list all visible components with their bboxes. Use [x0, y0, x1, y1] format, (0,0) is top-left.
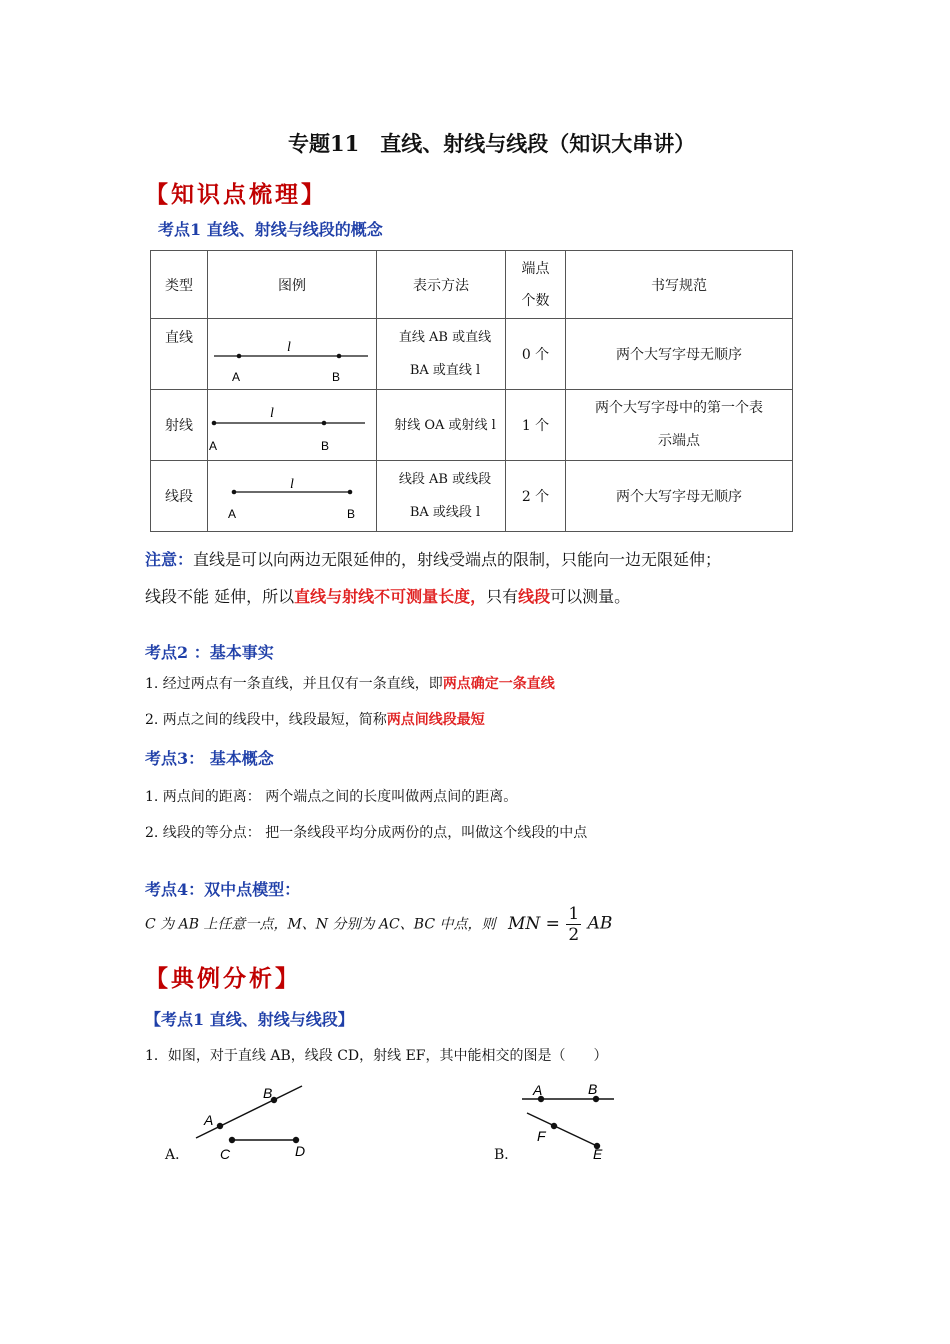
- point-a-dot: [232, 490, 237, 495]
- kp4-frac-den: 2: [568, 925, 580, 945]
- table-row: [151, 461, 793, 532]
- figure-ray-cell: [208, 390, 377, 461]
- kp3-item1: 1. 两点间的距离： 两个端点之间的长度叫做两点间的距离。: [145, 789, 518, 805]
- point-a-dot: [237, 354, 242, 359]
- kp1-heading: 考点1 直线、射线与线段的概念: [158, 220, 383, 239]
- point-b-dot: [337, 354, 342, 359]
- kp4-fraction: [566, 904, 581, 945]
- segment-label-l: l: [290, 477, 294, 492]
- label-b: B: [263, 1085, 273, 1101]
- row-rule: [566, 390, 793, 461]
- label-f: F: [537, 1128, 546, 1144]
- kp2-item2-text: 2. 两点之间的线段中，线段最短，简称: [145, 712, 387, 728]
- point-a-dot: [212, 421, 217, 426]
- notation-line2: BA 或直线 l: [409, 363, 481, 378]
- figure-segment-cell: [208, 461, 377, 532]
- row-notation: 射线 OA 或射线 l: [377, 390, 506, 461]
- concept-table: [150, 250, 793, 532]
- kp4-heading: 考点4：双中点模型：: [145, 880, 301, 899]
- figure-line-cell: [208, 319, 377, 390]
- section-examples-heading: 【典例分析】: [145, 965, 301, 992]
- table-row: [151, 319, 793, 390]
- note-text2c: 可以测量。: [550, 587, 631, 606]
- row-rule: 两个大写字母无顺序: [566, 319, 793, 390]
- point-b-dot: [348, 490, 353, 495]
- kp3-item2: 2. 线段的等分点： 把一条线段平均分成两份的点，叫做这个线段的中点: [145, 825, 588, 841]
- kp4-line: [145, 904, 612, 945]
- header-rule: 书写规范: [566, 251, 793, 319]
- label-b: B: [588, 1081, 598, 1097]
- row-rule: 两个大写字母无顺序: [566, 461, 793, 532]
- section-knowledge-heading: 【知识点梳理】: [145, 181, 327, 208]
- kp2-item2: [145, 709, 485, 729]
- notation-line2: BA 或线段 l: [409, 505, 481, 520]
- kp4-formula-left: MN =: [507, 913, 560, 934]
- ray-label-b: B: [321, 439, 330, 453]
- note-red1: 直线与射线不可测量长度，: [294, 587, 487, 606]
- point-b-dot: [322, 421, 327, 426]
- segment-label-a: A: [228, 507, 237, 521]
- rule-line2: 示端点: [658, 433, 700, 449]
- notation-line1: 线段 AB 或线段: [398, 472, 492, 487]
- kp4-formula-right: AB: [587, 913, 613, 934]
- header-notation: 表示方法: [377, 251, 506, 319]
- label-e: E: [593, 1146, 603, 1162]
- option-b-figure: [515, 1080, 625, 1165]
- note-red2: 线段: [518, 587, 551, 606]
- ex-heading: 【考点1 直线、射线与线段】: [145, 1010, 354, 1029]
- page-title: 专题11 直线、射线与线段（知识大串讲）: [288, 131, 696, 156]
- note-line1: [145, 547, 721, 570]
- header-endpoints-line1: 端点: [521, 260, 550, 277]
- notation-line1: 直线 AB 或直线: [398, 330, 492, 345]
- ray-label-l: l: [270, 406, 274, 421]
- row-count: 2 个: [506, 461, 566, 532]
- note-text2b: 只有: [486, 587, 519, 606]
- point-a-dot: [217, 1123, 223, 1129]
- row-notation: [377, 319, 506, 390]
- line-label-b: B: [332, 370, 341, 384]
- point-c-dot: [229, 1137, 235, 1143]
- row-count: 1 个: [506, 390, 566, 461]
- kp4-text: C 为 AB 上任意一点，M、N 分别为 AC、BC 中点，则: [145, 916, 496, 933]
- header-figure: 图例: [208, 251, 377, 319]
- label-a: A: [533, 1082, 543, 1098]
- row-count: 0 个: [506, 319, 566, 390]
- line-label-l: l: [287, 340, 291, 355]
- line-figure: [208, 319, 376, 385]
- kp2-item1-red: 两点确定一条直线: [442, 676, 555, 692]
- table-header-row: [151, 251, 793, 319]
- ray-figure: [208, 390, 376, 456]
- row-type: 射线: [151, 390, 208, 461]
- segment-figure: [208, 461, 376, 527]
- point-f-dot: [551, 1123, 557, 1129]
- kp2-item1: [145, 673, 555, 693]
- header-endpoints: [506, 251, 566, 319]
- note-text1: 直线是可以向两边无限延伸的，射线受端点的限制，只能向一边无限延伸；: [193, 550, 722, 569]
- question-1: 1．如图，对于直线 AB，线段 CD，射线 EF，其中能相交的图是（ ）: [145, 1048, 608, 1064]
- kp3-heading: 考点3： 基本概念: [145, 749, 274, 768]
- segment-label-b: B: [347, 507, 356, 521]
- option-a-figure: [190, 1080, 320, 1165]
- label-c: C: [220, 1146, 231, 1162]
- header-endpoints-line2: 个数: [521, 292, 550, 309]
- ray-label-a: A: [209, 439, 218, 453]
- header-type: 类型: [151, 251, 208, 319]
- option-b-label: B．: [494, 1147, 519, 1163]
- note-line2: [145, 584, 630, 607]
- row-notation: [377, 461, 506, 532]
- kp2-item1-text: 1. 经过两点有一条直线，并且仅有一条直线，即: [145, 676, 443, 692]
- line-label-a: A: [232, 370, 241, 384]
- table-row: [151, 390, 793, 461]
- label-d: D: [295, 1143, 306, 1159]
- row-type: 直线: [151, 319, 208, 390]
- row-type: 线段: [151, 461, 208, 532]
- note-label: 注意：: [145, 550, 194, 569]
- kp2-heading: 考点2 ：基本事实: [145, 643, 274, 662]
- option-a-label: A．: [165, 1147, 190, 1163]
- kp4-frac-num: 1: [568, 904, 580, 924]
- rule-line1: 两个大写字母中的第一个表: [595, 400, 763, 416]
- note-text2a: 线段不能 延伸，所以: [145, 587, 295, 606]
- kp2-item2-red: 两点间线段最短: [386, 712, 485, 728]
- label-a: A: [204, 1112, 214, 1128]
